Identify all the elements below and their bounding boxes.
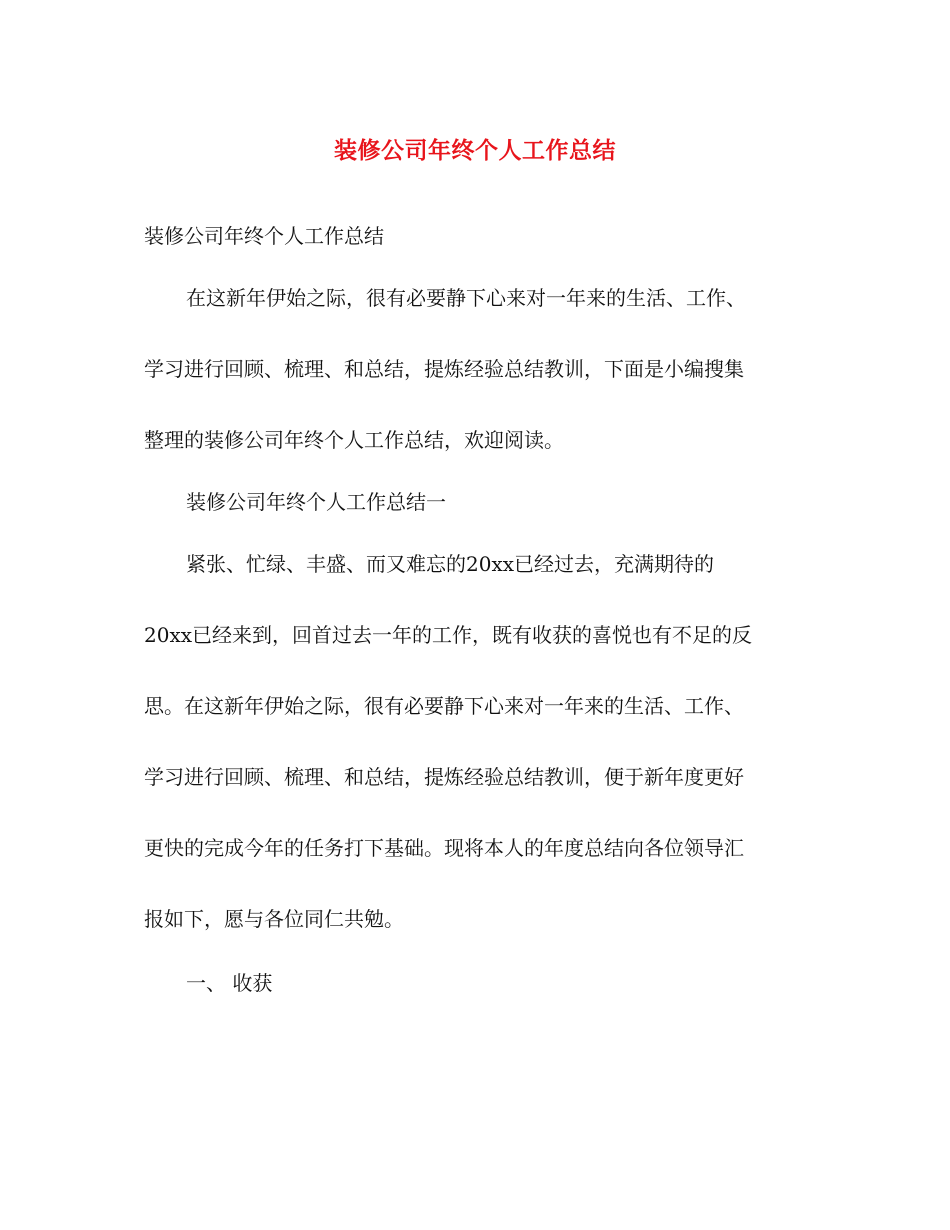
document-title: 装修公司年终个人工作总结 <box>334 138 616 164</box>
section-heading-1: 装修公司年终个人工作总结一 <box>186 490 446 514</box>
body-line-4: 学习进行回顾、梳理、和总结，提炼经验总结教训，便于新年度更好 <box>144 765 744 789</box>
intro-line-1: 在这新年伊始之际，很有必要静下心来对一年来的生活、工作、 <box>186 286 746 310</box>
subtitle-line: 装修公司年终个人工作总结 <box>144 224 384 248</box>
body-line-5: 更快的完成今年的任务打下基础。现将本人的年度总结向各位领导汇 <box>144 836 744 860</box>
body-line-2: 20xx已经来到，回首过去一年的工作，既有收获的喜悦也有不足的反 <box>144 623 753 647</box>
intro-line-3: 整理的装修公司年终个人工作总结，欢迎阅读。 <box>144 428 564 452</box>
intro-line-2: 学习进行回顾、梳理、和总结，提炼经验总结教训，下面是小编搜集 <box>144 357 744 381</box>
body-line-3: 思。在这新年伊始之际，很有必要静下心来对一年来的生活、工作、 <box>144 694 744 718</box>
body-line-6: 报如下，愿与各位同仁共勉。 <box>144 907 404 931</box>
body-line-1: 紧张、忙绿、丰盛、而又难忘的20xx已经过去，充满期待的 <box>186 552 715 576</box>
list-heading-harvest: 一、 收获 <box>186 971 273 995</box>
